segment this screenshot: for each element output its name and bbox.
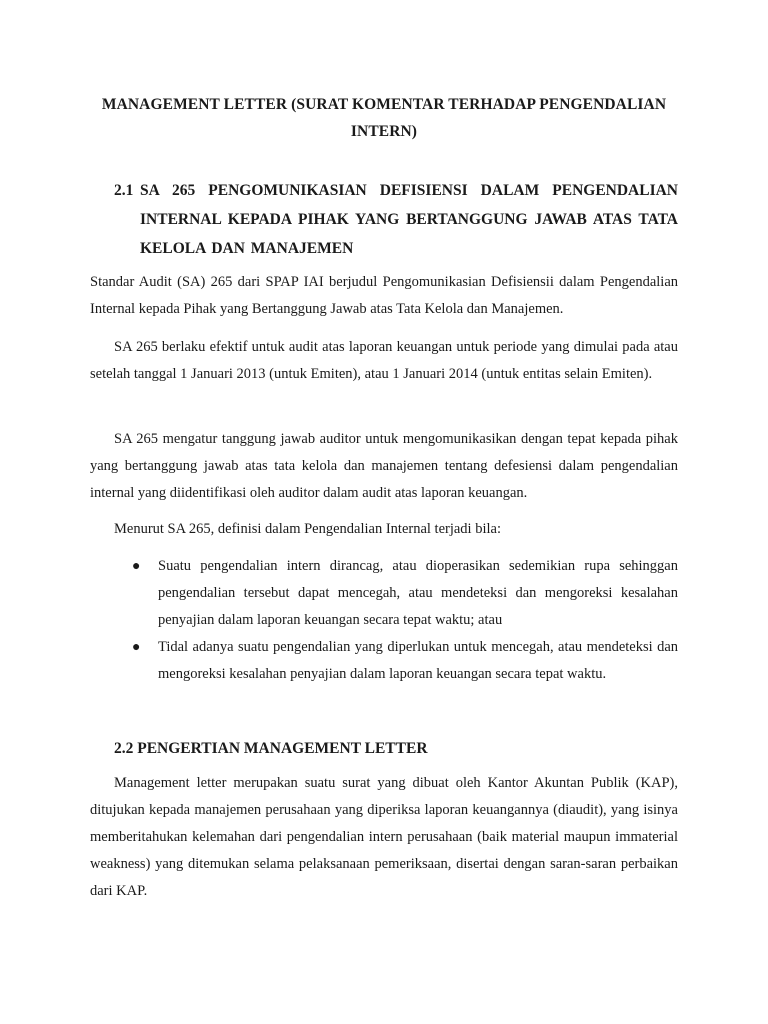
list-item bbox=[130, 553, 678, 634]
list-item bbox=[130, 634, 678, 688]
section-heading-text: SA 265 PENGOMUNIKASIAN DEFISIENSI DALAM PENGENDALIAN INTERNAL KEPADA PIHAK YANG BERTANGGUNG JAWAB ATAS TATA KELOLA DAN MANAJEMEN bbox=[140, 182, 678, 257]
paragraph-sa265-responsibility: SA 265 mengatur tanggung jawab auditor untuk mengomunikasikan dengan tepat kepada pihak yang bertanggung jawab atas tata kelola dan manajemen tentang defesiensi dalam pengendalian internal yang diidentifikasi oleh auditor dalam audit atas laporan keuangan. bbox=[90, 431, 678, 501]
bullet-icon: ● bbox=[132, 559, 141, 574]
section-number: 2.1 bbox=[114, 182, 134, 199]
bullet-icon: ● bbox=[132, 640, 141, 655]
section-heading-2-1 bbox=[114, 176, 678, 263]
document-title: MANAGEMENT LETTER (SURAT KOMENTAR TERHADAP PENGENDALIAN INTERN) bbox=[101, 96, 667, 140]
paragraph-sa265-definition: Menurut SA 265, definisi dalam Pengendalian Internal terjadi bila: bbox=[114, 521, 501, 537]
list-item-text: Tidal adanya suatu pengendalian yang diperlukan untuk mencegah, atau mendeteksi dan mengoreksi kesalahan penyajian dalam laporan keuangan secara tepat waktu. bbox=[158, 639, 678, 682]
section-heading-2-2: 2.2 PENGERTIAN MANAGEMENT LETTER bbox=[114, 740, 428, 757]
definition-bullet-list bbox=[130, 553, 678, 688]
list-item-text: Suatu pengendalian intern dirancag, atau dioperasikan sedemikian rupa sehinggan pengendalian tersebut dapat mencegah, atau mendeteksi dan mengoreksi kesalahan penyajian dalam laporan keuangan secara tepat waktu; atau bbox=[158, 558, 678, 628]
paragraph-sa265-title: Standar Audit (SA) 265 dari SPAP IAI berjudul Pengomunikasian Defisiensii dalam Pengendalian Internal kepada Pihak yang Bertanggung Jawab atas Tata Kelola dan Manajemen. bbox=[90, 274, 678, 317]
paragraph-sa265-effective: SA 265 berlaku efektif untuk audit atas laporan keuangan untuk periode yang dimulai pada atau setelah tanggal 1 Januari 2013 (untuk Emiten), atau 1 Januari 2014 (untuk entitas selain Emiten). bbox=[90, 339, 678, 382]
paragraph-management-letter: Management letter merupakan suatu surat yang dibuat oleh Kantor Akuntan Publik (KAP), ditujukan kepada manajemen perusahaan yang diperiksa laporan keuangannya (diaudit), yang isinya memberitahukan kelemahan dari pengendalian intern perusahaan (baik material maupun immaterial weakness) yang ditemukan selama pelaksanaan pemeriksaan, disertai dengan saran-saran perbaikan dari KAP. bbox=[90, 775, 678, 899]
